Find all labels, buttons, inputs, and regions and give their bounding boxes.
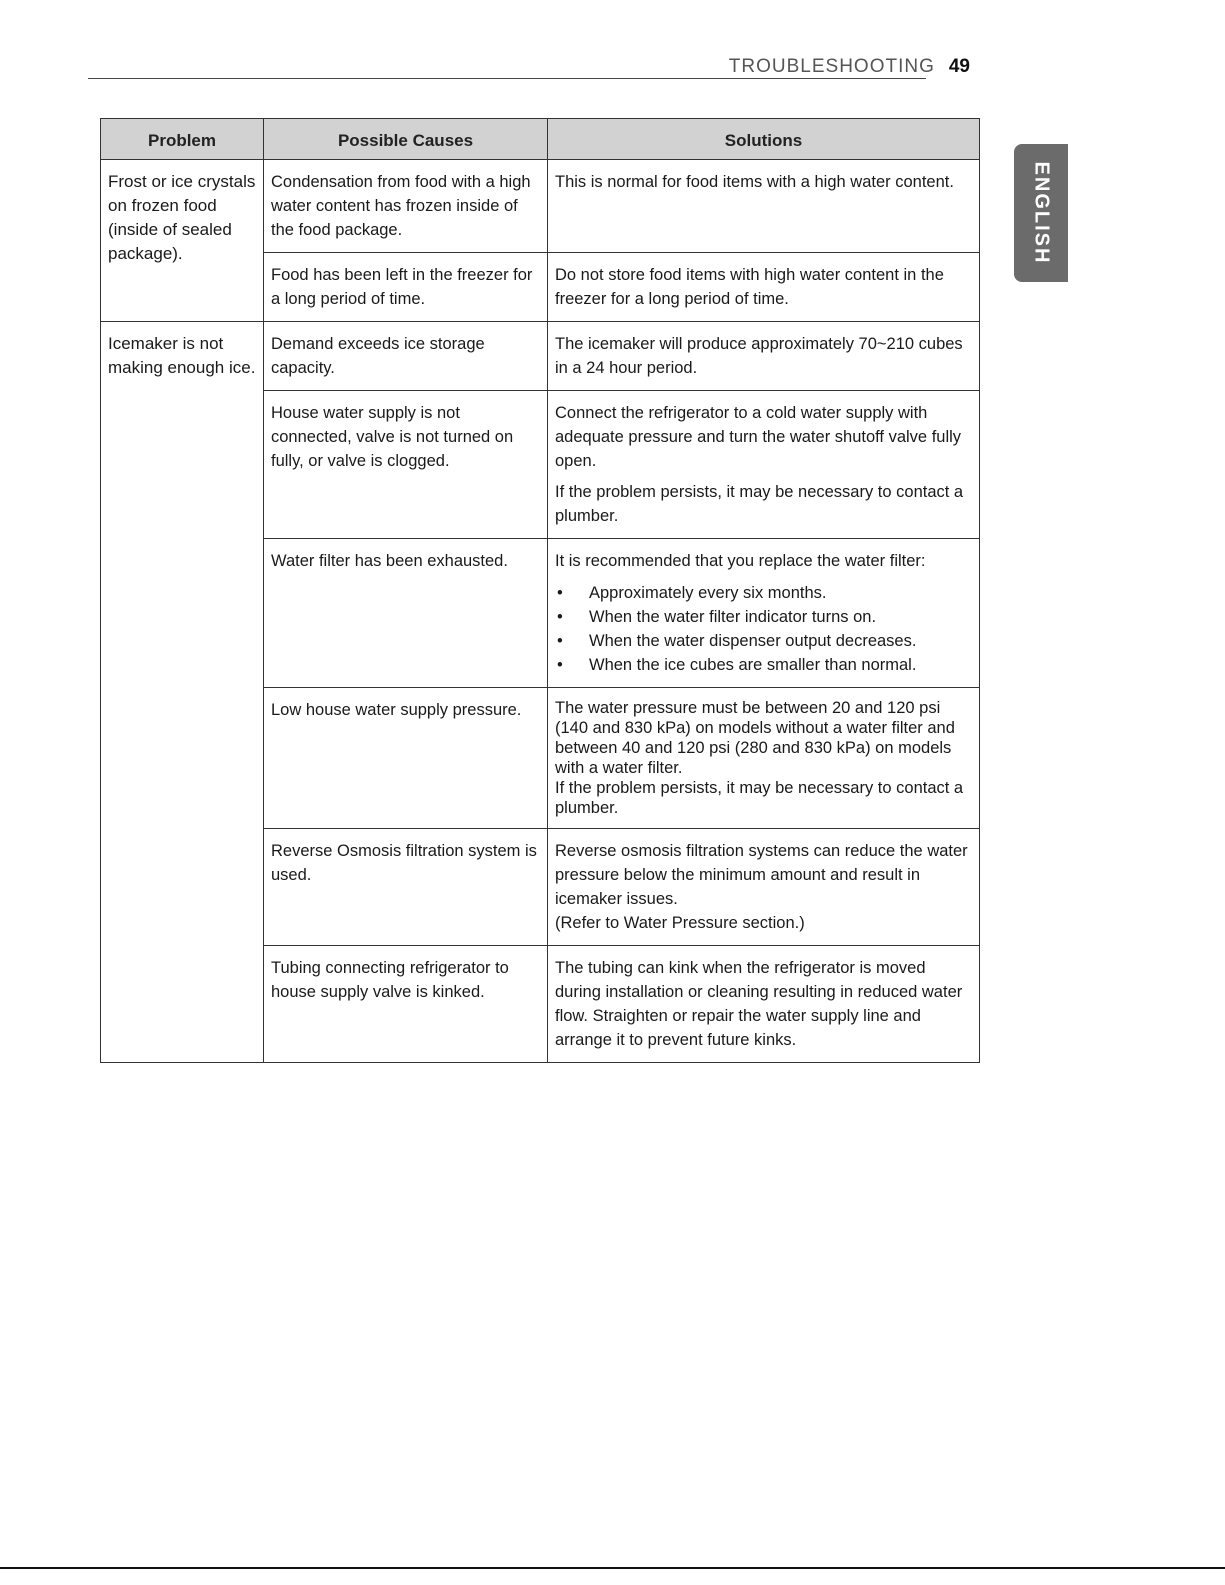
solution-text: If the problem persists, it may be necessary to contact a plumber. [555,779,964,817]
cause-cell: Condensation from food with a high water content has frozen inside of the food package. [264,160,548,253]
solution-text: Reverse osmosis filtration systems can reduce the water pressure below the minimum amount and result in icemaker issues. [555,842,968,908]
solution-cell [548,391,980,539]
solution-bullet-list [555,581,972,677]
solution-text: If the problem persists, it may be necessary to contact a plumber. [555,483,964,525]
section-title: TROUBLESHOOTING [728,56,935,77]
troubleshooting-table [100,118,980,1063]
page-header [729,56,970,78]
list-item: • When the ice cubes are smaller than normal. [555,653,972,677]
cause-cell: House water supply is not connected, valve is not turned on fully, or valve is clogged. [264,391,548,539]
page-number: 49 [948,56,970,77]
column-header-problem: Problem [101,119,264,160]
list-item: • When the water filter indicator turns on. [555,605,972,629]
solution-text: This is normal for food items with a high water content. [555,173,954,191]
cause-cell: Reverse Osmosis filtration system is used. [264,829,548,946]
table-header-row [101,119,980,160]
solution-text: (Refer to Water Pressure section.) [555,914,805,932]
language-tab-label: ENGLISH [1030,161,1053,265]
solution-text: The tubing can kink when the refrigerator is moved during installation or cleaning resulting in reduced water flow. Straighten or repair the water supply line and arrange it to prevent future kinks. [555,959,963,1049]
problem-cell: Frost or ice crystals on frozen food (inside of sealed package). [101,160,264,322]
solution-text: It is recommended that you replace the water filter: [555,552,926,570]
list-item: • When the water dispenser output decreases. [555,629,972,653]
header-rule [88,78,926,79]
list-item: • Approximately every six months. [555,581,972,605]
solution-text: The icemaker will produce approximately 70~210 cubes in a 24 hour period. [555,335,963,377]
solution-cell [548,322,980,391]
column-header-causes: Possible Causes [264,119,548,160]
cause-cell: Tubing connecting refrigerator to house supply valve is kinked. [264,946,548,1063]
column-header-solutions: Solutions [548,119,980,160]
solution-text: Connect the refrigerator to a cold water supply with adequate pressure and turn the water shutoff valve fully open. [555,404,962,470]
cause-cell: Water filter has been exhausted. [264,539,548,688]
page-bottom-rule [0,1567,1225,1569]
table-row [101,322,980,391]
solution-cell [548,946,980,1063]
cause-cell: Food has been left in the freezer for a long period of time. [264,253,548,322]
solution-cell [548,688,980,829]
solution-cell [548,160,980,253]
cause-cell: Demand exceeds ice storage capacity. [264,322,548,391]
language-tab [1014,144,1068,282]
cause-cell: Low house water supply pressure. [264,688,548,829]
problem-cell: Icemaker is not making enough ice. [101,322,264,1063]
solution-text: The water pressure must be between 20 and 120 psi (140 and 830 kPa) on models without a water filter and between 40 and 120 psi (280 and 830 kPa) on models with a water filter. [555,699,955,777]
table-row [101,160,980,253]
solution-cell [548,539,980,688]
solution-cell [548,829,980,946]
solution-text: Do not store food items with high water content in the freezer for a long period of time. [555,266,944,308]
solution-cell [548,253,980,322]
